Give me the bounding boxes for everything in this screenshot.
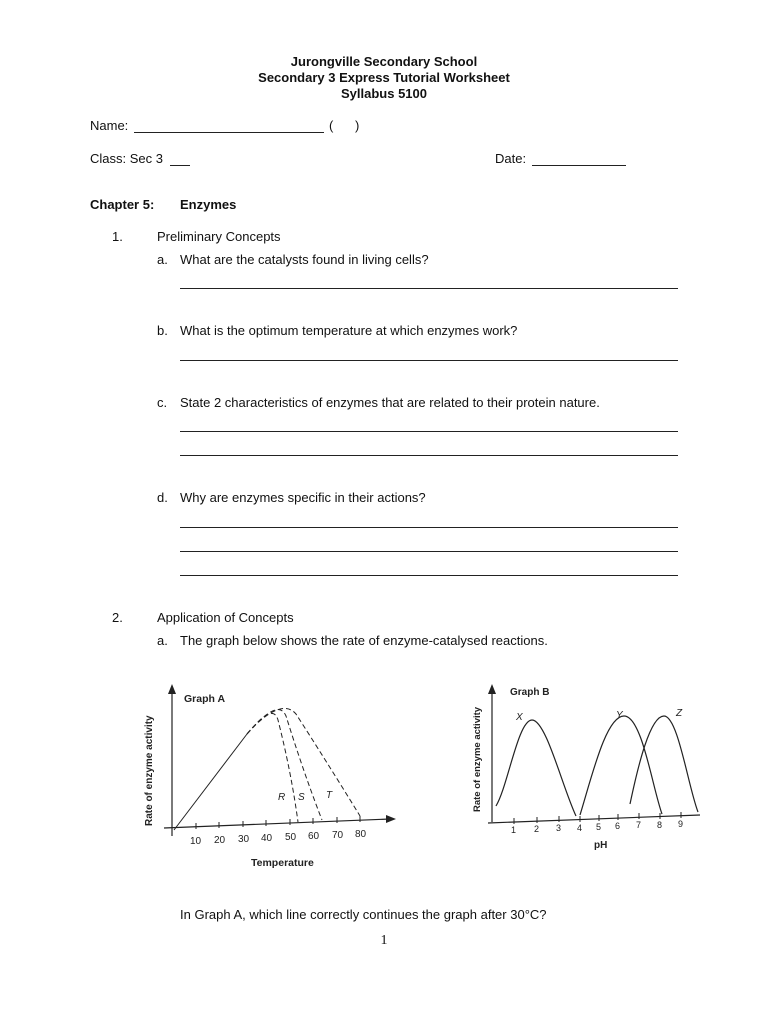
x-tick-label: 8 [657,820,663,830]
school-name: Jurongville Secondary School [290,54,478,69]
answer-line[interactable] [180,575,678,576]
chapter-title: Enzymes [180,197,237,212]
x-tick-label: 20 [214,835,226,846]
graph-a-title: Graph A [184,693,226,705]
curve-label-x: X [516,712,523,723]
question-2a-text: The graph below shows the rate of enzyme-catalysed reactions. [180,633,548,648]
section-2-number: 2. [112,610,123,625]
chapter-label: Chapter 5: [90,197,155,212]
graph-b-curve-x [496,720,576,816]
x-tick-label: 3 [556,823,562,833]
index-number-bracket: ( ) [329,118,360,133]
x-tick-label: 6 [615,821,621,831]
x-tick-label: 30 [238,834,250,845]
answer-line[interactable] [180,551,678,552]
graph-a [138,676,408,876]
page-number: 1 [380,933,388,948]
section-1-number: 1. [112,229,123,244]
graph-b-curve-y [580,716,662,815]
graph-a-linear-rise [174,734,247,830]
x-tick-label: 80 [355,829,367,840]
graph-b-xlabel: pH [594,840,608,851]
question-letter: c. [157,395,168,410]
graph-b-title: Graph B [510,687,550,698]
name-blank[interactable] [134,132,324,133]
date-label: Date: [495,151,527,166]
graph-a-curve-s [247,710,322,820]
section-1-title: Preliminary Concepts [157,229,281,244]
question-letter: a. [157,252,168,267]
graph-b-curve-z [630,716,698,812]
graph-a-x-arrow [386,815,396,823]
x-tick-label: 9 [678,819,684,829]
graph-a-ylabel: Rate of enzyme activity [144,715,155,826]
x-tick-label: 60 [308,831,320,842]
graph-b-y-arrow [488,684,496,694]
curve-label-s: S [298,792,305,803]
answer-line[interactable] [180,360,678,361]
curve-label-t: T [326,790,333,801]
x-tick-label: 1 [511,825,517,835]
question-1b-text: What is the optimum temperature at which enzymes work? [180,323,518,338]
question-1a-text: What are the catalysts found in living cells? [180,252,429,267]
x-tick-label: 40 [261,833,273,844]
date-blank[interactable] [532,165,626,166]
class-blank[interactable] [170,165,190,166]
graph-a-xlabel: Temperature [251,857,314,869]
x-tick-label: 7 [636,820,642,830]
curve-label-r: R [278,792,286,803]
class-label: Class: Sec 3 [90,151,163,166]
syllabus-code: Syllabus 5100 [341,86,427,101]
answer-line[interactable] [180,455,678,456]
answer-line[interactable] [180,288,678,289]
x-tick-label: 5 [596,822,602,832]
question-letter: a. [157,633,168,648]
curve-label-y: Y [616,710,623,721]
answer-line[interactable] [180,527,678,528]
curve-label-z: Z [676,708,683,719]
section-2-title: Application of Concepts [157,610,294,625]
worksheet-title: Secondary 3 Express Tutorial Worksheet [258,70,510,85]
x-tick-label: 10 [190,836,202,847]
question-letter: d. [157,490,168,505]
graph-a-x-axis [164,819,390,828]
graph-b-ylabel: Rate of enzyme activity [472,706,483,812]
graph-a-y-arrow [168,684,176,694]
answer-line[interactable] [180,431,678,432]
question-1c-text: State 2 characteristics of enzymes that are related to their protein nature. [180,395,600,410]
x-tick-label: 70 [332,830,344,841]
question-1d-text: Why are enzymes specific in their actions? [180,490,426,505]
x-tick-label: 4 [577,823,583,833]
question-letter: b. [157,323,168,338]
name-label: Name: [90,118,129,133]
question-2a-followup: In Graph A, which line correctly continues the graph after 30°C? [180,907,547,922]
graph-b [466,676,706,856]
x-tick-label: 2 [534,824,540,834]
graph-b-x-axis [488,815,700,823]
x-tick-label: 50 [285,832,297,843]
